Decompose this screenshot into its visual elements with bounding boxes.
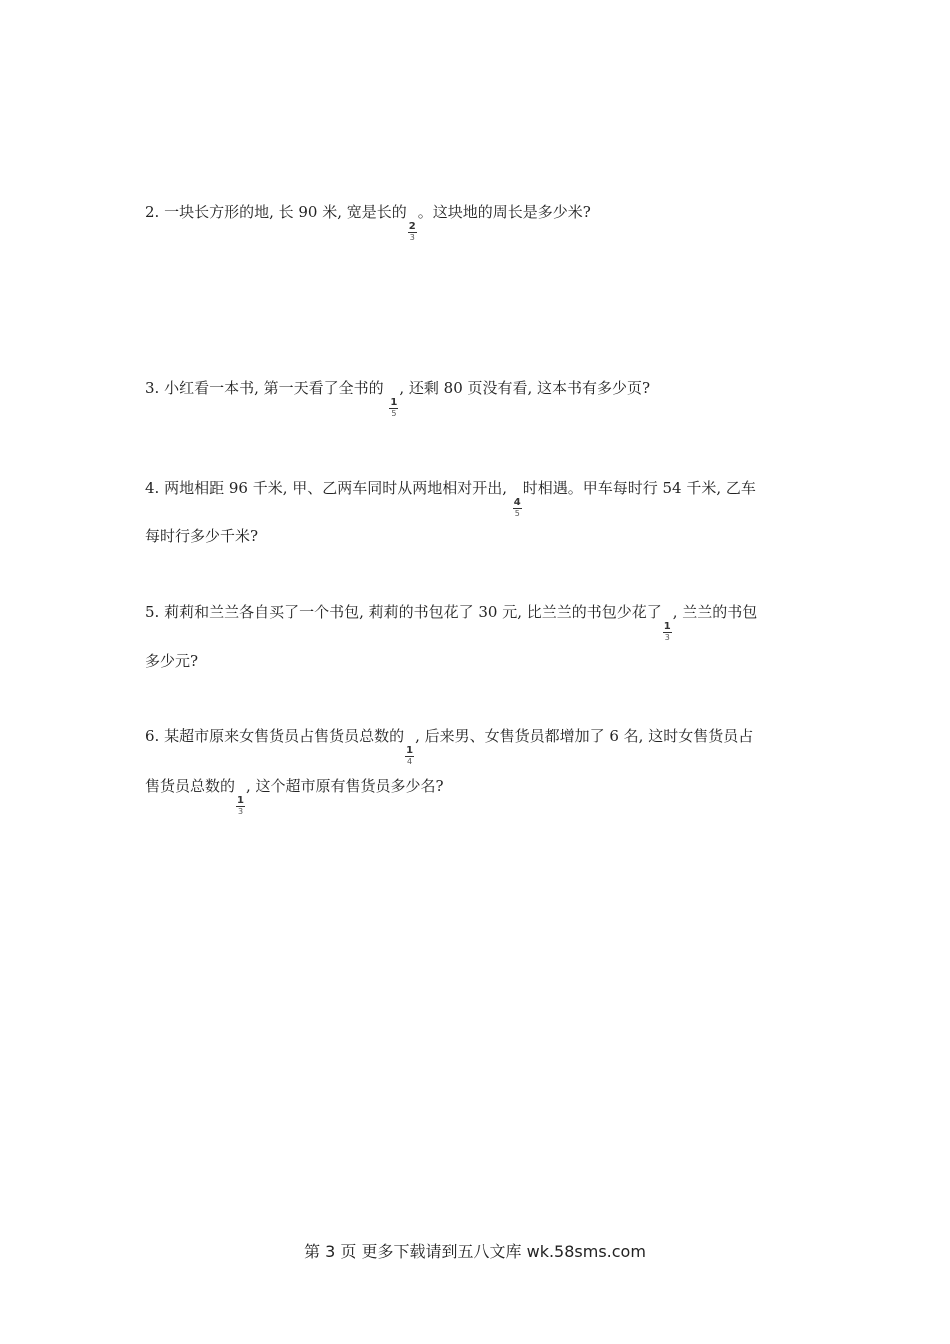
problem-6-text-start-2: 售货员总数的 [145,777,236,795]
problem-5-line-2 [145,651,198,671]
problem-5-line-1 [145,602,757,642]
problem-2-text-start: 2. 一块长方形的地, 长 90 米, 宽是长的 [145,203,407,221]
fraction-two-thirds: $\frac{2}{3}$ [408,221,416,242]
problem-4-text-continued: 每时行多少千米? [145,527,259,545]
fraction-four-fifths: $\frac{4}{5}$ [513,497,521,518]
problem-5-text-continued: 多少元? [145,652,199,670]
fraction-one-third: $\frac{1}{3}$ [663,621,671,642]
problem-4-text-start: 4. 两地相距 96 千米, 甲、乙两车同时从两地相对开出, [145,479,512,497]
problem-6-text-end-2: , 这个超市原有售货员多少名? [245,777,444,795]
fraction-one-fourth: $\frac{1}{4}$ [406,745,414,766]
problem-3-text-start: 3. 小红看一本书, 第一天看了全书的 [145,379,389,397]
problem-6-text-end: , 后来男、女售货员都增加了 6 名, 这时女售货员占 [415,727,754,745]
problem-4-text-end: 时相遇。甲车每时行 54 千米, 乙车 [522,479,756,497]
problem-4-line-2 [145,526,258,546]
page-footer: 第 3 页 更多下载请到五八文库 wk.58sms.com [304,1242,646,1261]
problem-4-line-1 [145,478,756,518]
problem-3-line-1 [145,378,650,418]
problem-3-text-end: , 还剩 80 页没有看, 这本书有多少页? [399,379,651,397]
problem-6-line-2 [145,776,444,816]
problem-2-text-end: 。这块地的周长是多少米? [417,203,591,221]
problem-5-text-end: , 兰兰的书包 [672,603,758,621]
problem-5-text-start: 5. 莉莉和兰兰各自买了一个书包, 莉莉的书包花了 30 元, 比兰兰的书包少花了 [145,603,662,621]
problem-2-line-1 [145,202,591,242]
fraction-one-third-2: $\frac{1}{3}$ [237,795,244,816]
problem-6-line-1 [145,726,753,766]
problem-6-text-start: 6. 某超市原来女售货员占售货员总数的 [145,727,405,745]
fraction-one-fifth: $\frac{1}{5}$ [390,397,398,418]
